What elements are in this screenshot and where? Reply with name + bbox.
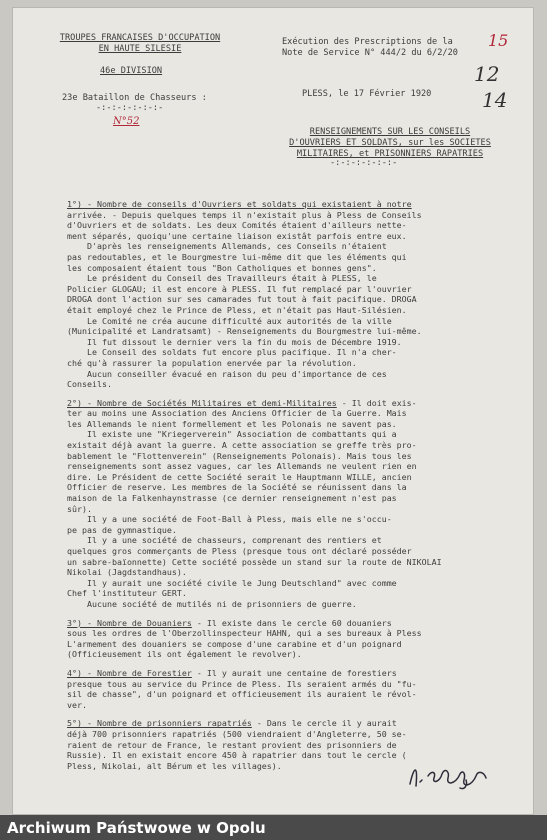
body-line: Officier de reserve. Les membres de la Société se réunissent dans la — [67, 482, 407, 493]
section-2-heading — [67, 398, 507, 409]
handwritten-signature — [406, 760, 496, 790]
body-line: ter au moins une Association des Anciens Officier de la Guerre. Mais — [67, 408, 407, 419]
section-3-heading-underlined: 3°) - Nombre de Douaniers — [67, 617, 192, 628]
body-line: existait déjà avant la guerre. A cette association se greffe très pro- — [67, 440, 417, 451]
body-line: bablement le "Flottenverein" (Renseignements Polonais). Mais tous les — [67, 450, 412, 461]
body-line: dire. Le Président de cette Société serait le Hauptmann WILLE, ancien — [67, 471, 412, 482]
section-4-heading-rest: - Il y aurait une centaine de forestiers — [191, 667, 397, 678]
body-line: D'après les renseignements Allemands, ces Conseils n'étaient — [67, 241, 387, 252]
body-line: Il y a une société de chasseurs, comprenant des rentiers et — [67, 535, 382, 546]
body-line: renseignements sont assez vagues, car les Allemands ne veulent rien en — [67, 461, 417, 472]
section-5-heading-underlined: 5°) - Nombre de prisonniers rapatriés — [67, 718, 252, 729]
title-line-1: RENSEIGNEMENTS SUR LES CONSEILS — [309, 127, 471, 137]
body-line: Aucun conseiller évacué en raison du peu d'importance de ces — [67, 368, 387, 379]
section-4-heading — [67, 668, 507, 679]
body-line: Chef l'instituteur GERT. — [67, 588, 187, 599]
header-right-block — [282, 37, 482, 59]
body-line: sûr). — [67, 503, 92, 514]
body-line: Il y a une société de Foot-Ball à Pless, mais elle ne s'occu- — [67, 514, 392, 525]
body-line: (Officieusement ils ont également le revolver). — [67, 649, 302, 660]
section-2-heading-rest: - Il doit exis- — [336, 397, 417, 408]
body-line: sous les ordres de l'Oberzollinspecteur HAHN, qui a ses bureaux à Pless — [67, 628, 422, 639]
execution-line-1: Exécution des Prescriptions de la — [282, 37, 453, 47]
body-line: ment séparés, quoiqu'une certaine liaison existât parfois entre eux. — [67, 230, 407, 241]
body-line: était employé chez le Prince de Pless, et n'était pas Haut-Silésien. — [67, 304, 407, 315]
division-label: 46e DIVISION — [100, 66, 163, 76]
body-line: Aucune société de mutilés ni de prisonniers de guerre. — [67, 598, 357, 609]
body-line: les composaient étaient tous "Bon Catholiques et bonnes gens". — [67, 262, 377, 273]
handwritten-number-3: 14 — [482, 88, 508, 112]
body-line: Nikolai (Jagdstandhaus). — [67, 567, 187, 578]
title-dashes: -:-:-:-:-:-:- — [330, 158, 398, 168]
section-5-heading — [67, 718, 507, 729]
section-5-heading-rest: - Dans le cercle il y aurait — [251, 718, 397, 729]
body-line: Il existe une "Kriegerverein" Association de combattants qui a — [67, 429, 397, 440]
section-4-heading-underlined: 4°) - Nombre de Forestier — [67, 667, 192, 678]
body-line: ver. — [67, 699, 87, 710]
body-line: Il fut dissout le dernier vers la fin du mois de Décembre 1919. — [67, 336, 402, 347]
body-line: Russie). Il en existait encore 450 à rapatrier dans tout le cercle ( — [67, 750, 407, 761]
body-line: sil de chasse", d'un poignard et officieusement ils auraient le révol- — [67, 689, 417, 700]
section-2-heading-underlined: 2°) - Nombre de Sociétés Militaires et demi-Militaires — [67, 397, 337, 408]
body-line: ché qu'à rassurer la population enervée par la révolution. — [67, 357, 357, 368]
body-line: déjà 700 prisonniers rapatriés (500 viendraient d'Angleterre, 50 se- — [67, 728, 407, 739]
body-line: Conseils. — [67, 379, 112, 390]
body-line: d'Ouvriers et de soldats. Les deux Comités étaient d'ailleurs nette- — [67, 220, 407, 231]
document-title — [260, 127, 520, 160]
body-line: pas redoutables, et le Bourgmestre lui-même dit que les éléments qui — [67, 251, 407, 262]
body-line: pe pas de gymnastique. — [67, 524, 177, 535]
body-line: quelques gros commerçants de Pless (presque tous ont déclaré posséder — [67, 546, 412, 556]
document-body — [67, 199, 507, 771]
body-line: (Municipalité et Landratsamt) - Renseignements du Bourgmestre lui-même. — [67, 326, 422, 337]
reference-number: N°52 — [113, 116, 140, 127]
body-line: Le Conseil des soldats fut encore plus pacifique. Il n'a cher- — [67, 347, 397, 358]
title-line-3: MILITAIRES, et PRISONNIERS RAPATRIES — [296, 149, 484, 159]
archive-name: Archiwum Państwowe w Opolu — [7, 819, 266, 837]
execution-line-2: Note de Service N° 444/2 du 6/2/20 — [282, 48, 458, 58]
header-left-block — [40, 33, 240, 55]
title-line-2: D'OUVRIERS ET SOLDATS, sur les SOCIETES — [289, 138, 491, 148]
body-line: DROGA dont l'action sur ses camarades fut tout à fait pacifique. DROGA — [67, 294, 417, 305]
body-line: arrivée. - Depuis quelques temps il n'existait plus à Pless de Conseils — [67, 209, 422, 220]
body-line: Policier GLOGAU; il est encore à PLESS. Il fut remplacé par l'ouvrier — [67, 283, 412, 294]
archive-footer — [0, 815, 547, 840]
body-line: presque tous au service du Prince de Pless. Ils seraient armés du "fu- — [67, 678, 417, 689]
handwritten-number-2: 12 — [474, 62, 500, 86]
section-1-heading: 1°) - Nombre de conseils d'Ouvriers et soldats qui existaient à notre — [67, 199, 412, 209]
battalion-label: 23e Bataillon de Chasseurs : — [62, 93, 207, 103]
body-line: les Allemands le nient formellement et les Polonais ne savent pas. — [67, 418, 397, 429]
body-line: L'armement des douaniers se compose d'une carabine et d'un poignard — [67, 638, 402, 649]
handwritten-number-1: 15 — [488, 31, 509, 50]
body-line: Le Comité ne créa aucune difficulté aux autorités de la ville — [67, 315, 392, 326]
body-line: maison de la Falkenhaynstrasse (ce dernier renseignement n'est pas — [67, 493, 397, 504]
header-line-1: TROUPES FRANCAISES D'OCCUPATION — [59, 33, 221, 43]
body-line: raient de retour de France, le restant provient des prisonniers de — [67, 739, 397, 750]
body-line: Pless, Nikolai, alt Bérum et les villages). — [67, 760, 282, 771]
section-3-heading — [67, 618, 507, 629]
place-date: PLESS, le 17 Février 1920 — [302, 89, 432, 99]
section-3-heading-rest: - Il existe dans le cercle 60 douaniers — [191, 617, 392, 628]
header-line-2: EN HAUTE SILESIE — [98, 44, 182, 54]
battalion-dashes: -:-:-:-:-:-:- — [96, 103, 164, 113]
body-line: un sabre-baïonnette) Cette société possède un stand sur la route de NIKOLAI — [67, 556, 442, 567]
body-line: Il y aurait une société civile le Jung Deutschland" avec comme — [67, 577, 397, 588]
body-line: Le président du Conseil des Travailleurs était à PLESS, le — [67, 273, 377, 284]
